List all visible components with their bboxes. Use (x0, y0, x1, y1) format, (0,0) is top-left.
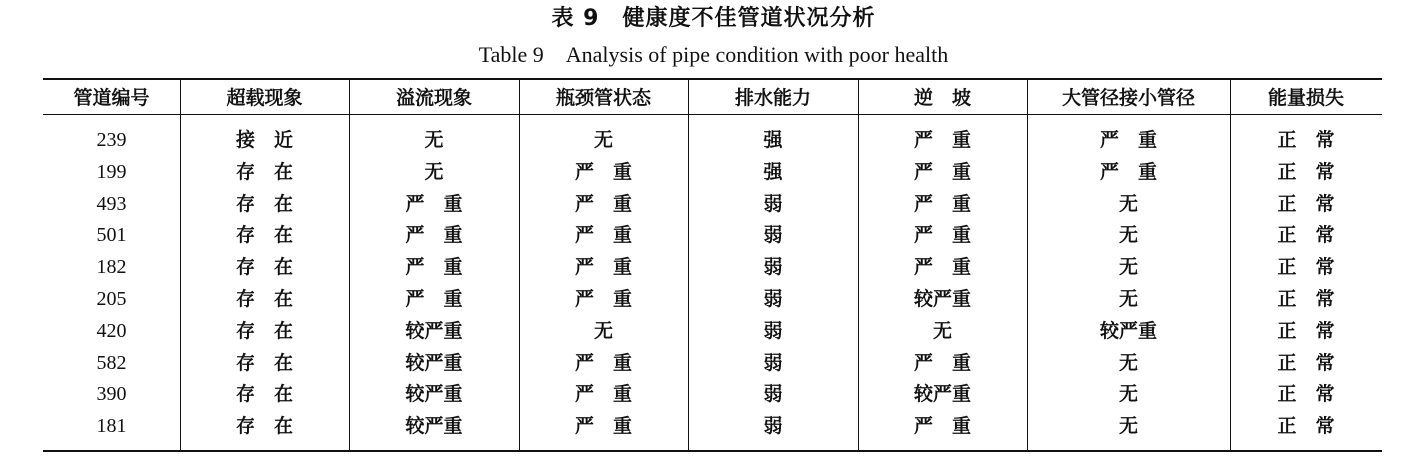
cell-overflow: 严 重 (405, 224, 463, 247)
cell-overflow: 严 重 (405, 192, 463, 215)
cell-drainage-capacity: 弱 (763, 319, 783, 342)
cell-energy-loss: 正 常 (1277, 256, 1335, 279)
cell-large-to-small-pipe: 较严重 (1099, 319, 1157, 342)
table-row (43, 411, 1382, 443)
header-rule (43, 114, 1382, 115)
cell-overload: 存 在 (235, 192, 293, 215)
cell-pipe-id: 205 (96, 287, 127, 310)
cell-energy-loss: 正 常 (1277, 415, 1335, 438)
cell-pipe-id: 182 (96, 256, 127, 279)
cell-bottleneck-status: 无 (593, 129, 613, 151)
cell-drainage-capacity: 弱 (763, 224, 783, 247)
cell-pipe-id: 420 (96, 319, 127, 342)
cell-energy-loss: 正 常 (1277, 160, 1335, 183)
cell-pipe-id: 501 (96, 224, 127, 247)
cell-energy-loss: 正 常 (1277, 383, 1335, 406)
cell-pipe-id: 493 (96, 192, 127, 215)
cell-energy-loss: 正 常 (1277, 319, 1335, 342)
cell-large-to-small-pipe: 无 (1118, 287, 1138, 310)
cell-pipe-id: 199 (96, 160, 127, 183)
header-overflow: 溢流现象 (395, 87, 472, 109)
table-row (43, 284, 1382, 316)
cell-reverse-slope: 严 重 (913, 160, 971, 183)
table-row (43, 316, 1382, 348)
table-row (43, 157, 1382, 189)
table-title-english: Table 9 Analysis of pipe condition with poor health (478, 42, 949, 67)
cell-reverse-slope: 较严重 (913, 383, 971, 406)
cell-overload: 存 在 (235, 287, 293, 310)
bottom-rule (43, 450, 1382, 452)
cell-bottleneck-status: 严 重 (574, 192, 632, 215)
cell-drainage-capacity: 弱 (763, 415, 783, 438)
table-row (43, 189, 1382, 221)
cell-bottleneck-status: 严 重 (574, 256, 632, 279)
cell-bottleneck-status: 严 重 (574, 383, 632, 406)
cell-reverse-slope: 严 重 (913, 129, 971, 151)
table-row (43, 220, 1382, 252)
table-title-chinese: 表 9 健康度不佳管道状况分析 (551, 6, 876, 31)
cell-overload: 接 近 (235, 129, 293, 151)
table-header-row (43, 80, 1382, 114)
header-large-to-small-pipe: 大管径接小管径 (1061, 87, 1195, 109)
cell-overload: 存 在 (235, 351, 293, 374)
cell-pipe-id: 181 (96, 415, 127, 438)
cell-energy-loss: 正 常 (1277, 351, 1335, 374)
cell-bottleneck-status: 严 重 (574, 160, 632, 183)
cell-reverse-slope: 严 重 (913, 415, 971, 438)
cell-overflow: 严 重 (405, 256, 463, 279)
cell-bottleneck-status: 严 重 (574, 415, 632, 438)
cell-overload: 存 在 (235, 415, 293, 438)
cell-pipe-id: 582 (96, 351, 127, 374)
cell-energy-loss: 正 常 (1277, 224, 1335, 247)
cell-drainage-capacity: 弱 (763, 287, 783, 310)
header-overload: 超载现象 (226, 87, 303, 109)
cell-large-to-small-pipe: 无 (1118, 415, 1138, 438)
table-row (43, 125, 1382, 157)
cell-overflow: 较严重 (405, 351, 463, 374)
table-body (43, 125, 1382, 443)
cell-energy-loss: 正 常 (1277, 287, 1335, 310)
cell-reverse-slope: 无 (932, 319, 952, 342)
cell-large-to-small-pipe: 严 重 (1099, 160, 1157, 183)
cell-overflow: 较严重 (405, 319, 463, 342)
cell-large-to-small-pipe: 无 (1118, 256, 1138, 279)
cell-drainage-capacity: 弱 (763, 383, 783, 406)
cell-bottleneck-status: 严 重 (574, 224, 632, 247)
header-reverse-slope: 逆 坡 (913, 87, 971, 109)
cell-overload: 存 在 (235, 160, 293, 183)
cell-overflow: 严 重 (405, 287, 463, 310)
cell-large-to-small-pipe: 严 重 (1099, 129, 1157, 151)
header-bottleneck-status: 瓶颈管状态 (555, 87, 651, 109)
cell-reverse-slope: 严 重 (913, 224, 971, 247)
cell-large-to-small-pipe: 无 (1118, 383, 1138, 406)
cell-bottleneck-status: 严 重 (574, 287, 632, 310)
cell-drainage-capacity: 弱 (763, 192, 783, 215)
table-row (43, 348, 1382, 380)
cell-energy-loss: 正 常 (1277, 192, 1335, 215)
cell-overflow: 较严重 (405, 415, 463, 438)
cell-energy-loss: 正 常 (1277, 129, 1335, 151)
cell-bottleneck-status: 严 重 (574, 351, 632, 374)
header-drainage-capacity: 排水能力 (734, 87, 811, 109)
cell-bottleneck-status: 无 (593, 319, 613, 342)
table-row (43, 252, 1382, 284)
cell-drainage-capacity: 弱 (763, 351, 783, 374)
cell-reverse-slope: 较严重 (913, 287, 971, 310)
cell-reverse-slope: 严 重 (913, 351, 971, 374)
header-pipe-id: 管道编号 (73, 87, 150, 109)
table-row (43, 379, 1382, 411)
cell-reverse-slope: 严 重 (913, 256, 971, 279)
cell-overload: 存 在 (235, 256, 293, 279)
cell-overload: 存 在 (235, 383, 293, 406)
cell-overload: 存 在 (235, 224, 293, 247)
cell-drainage-capacity: 强 (763, 160, 783, 183)
cell-large-to-small-pipe: 无 (1118, 351, 1138, 374)
cell-reverse-slope: 严 重 (913, 192, 971, 215)
cell-overflow: 无 (424, 129, 444, 151)
cell-pipe-id: 239 (96, 129, 127, 151)
header-energy-loss: 能量损失 (1267, 87, 1344, 109)
cell-drainage-capacity: 弱 (763, 256, 783, 279)
cell-pipe-id: 390 (96, 383, 127, 406)
cell-large-to-small-pipe: 无 (1118, 192, 1138, 215)
cell-overflow: 无 (424, 160, 444, 183)
cell-drainage-capacity: 强 (763, 129, 783, 151)
cell-overflow: 较严重 (405, 383, 463, 406)
cell-overload: 存 在 (235, 319, 293, 342)
cell-large-to-small-pipe: 无 (1118, 224, 1138, 247)
